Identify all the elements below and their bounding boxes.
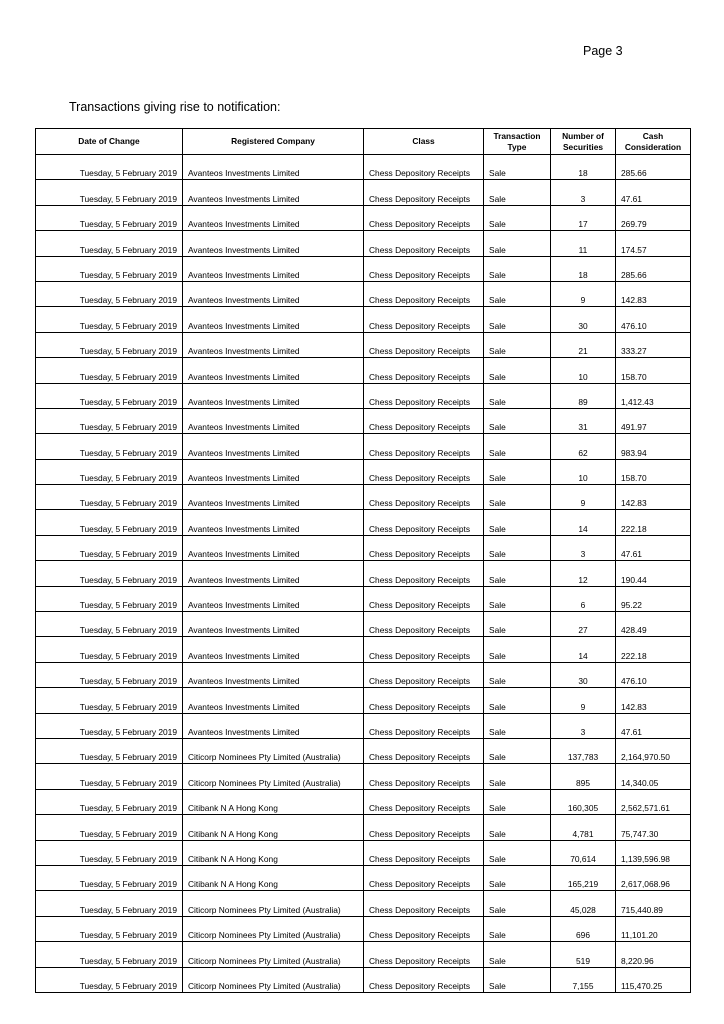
- cell-company: Avanteos Investments Limited: [183, 637, 364, 662]
- cell-number: 30: [551, 662, 616, 687]
- cell-type: Sale: [484, 535, 551, 560]
- cell-type: Sale: [484, 789, 551, 814]
- cell-number: 45,028: [551, 891, 616, 916]
- cell-cash: 47.61: [616, 535, 691, 560]
- cell-company: Avanteos Investments Limited: [183, 535, 364, 560]
- cell-cash: 476.10: [616, 307, 691, 332]
- cell-type: Sale: [484, 408, 551, 433]
- cell-date: Tuesday, 5 February 2019: [36, 383, 183, 408]
- cell-type: Sale: [484, 713, 551, 738]
- cell-number: 21: [551, 332, 616, 357]
- cell-class: Chess Depository Receipts: [364, 713, 484, 738]
- cell-cash: 142.83: [616, 281, 691, 306]
- table-row: [36, 586, 691, 611]
- cell-date: Tuesday, 5 February 2019: [36, 485, 183, 510]
- cell-company: Avanteos Investments Limited: [183, 510, 364, 535]
- cell-cash: 8,220.96: [616, 942, 691, 967]
- table-row: [36, 662, 691, 687]
- cell-number: 12: [551, 561, 616, 586]
- cell-company: Avanteos Investments Limited: [183, 307, 364, 332]
- cell-class: Chess Depository Receipts: [364, 840, 484, 865]
- cell-cash: 269.79: [616, 205, 691, 230]
- cell-class: Chess Depository Receipts: [364, 586, 484, 611]
- table-row: [36, 231, 691, 256]
- cell-class: Chess Depository Receipts: [364, 434, 484, 459]
- cell-cash: 75,747.30: [616, 815, 691, 840]
- table-row: [36, 485, 691, 510]
- cell-company: Avanteos Investments Limited: [183, 612, 364, 637]
- table-row: [36, 916, 691, 941]
- cell-date: Tuesday, 5 February 2019: [36, 561, 183, 586]
- cell-cash: 222.18: [616, 637, 691, 662]
- cell-type: Sale: [484, 840, 551, 865]
- table-row: [36, 383, 691, 408]
- cell-class: Chess Depository Receipts: [364, 256, 484, 281]
- cell-type: Sale: [484, 205, 551, 230]
- cell-date: Tuesday, 5 February 2019: [36, 459, 183, 484]
- cell-company: Avanteos Investments Limited: [183, 205, 364, 230]
- cell-class: Chess Depository Receipts: [364, 408, 484, 433]
- cell-number: 17: [551, 205, 616, 230]
- table-row: [36, 738, 691, 763]
- table-row: [36, 967, 691, 992]
- cell-type: Sale: [484, 459, 551, 484]
- cell-number: 14: [551, 510, 616, 535]
- cell-company: Citicorp Nominees Pty Limited (Australia): [183, 967, 364, 992]
- table-row: [36, 205, 691, 230]
- cell-number: 137,783: [551, 738, 616, 763]
- cell-cash: 174.57: [616, 231, 691, 256]
- cell-number: 14: [551, 637, 616, 662]
- cell-cash: 142.83: [616, 688, 691, 713]
- cell-company: Avanteos Investments Limited: [183, 408, 364, 433]
- cell-company: Avanteos Investments Limited: [183, 281, 364, 306]
- cell-date: Tuesday, 5 February 2019: [36, 510, 183, 535]
- table-row: [36, 612, 691, 637]
- cell-date: Tuesday, 5 February 2019: [36, 586, 183, 611]
- cell-type: Sale: [484, 307, 551, 332]
- cell-number: 18: [551, 256, 616, 281]
- cell-number: 30: [551, 307, 616, 332]
- cell-type: Sale: [484, 510, 551, 535]
- cell-number: 3: [551, 180, 616, 205]
- section-heading: Transactions giving rise to notification:: [69, 100, 281, 114]
- cell-type: Sale: [484, 586, 551, 611]
- cell-number: 18: [551, 155, 616, 180]
- cell-cash: 95.22: [616, 586, 691, 611]
- cell-class: Chess Depository Receipts: [364, 180, 484, 205]
- cell-company: Citibank N A Hong Kong: [183, 789, 364, 814]
- cell-company: Avanteos Investments Limited: [183, 155, 364, 180]
- cell-cash: 715,440.89: [616, 891, 691, 916]
- cell-date: Tuesday, 5 February 2019: [36, 688, 183, 713]
- cell-class: Chess Depository Receipts: [364, 738, 484, 763]
- cell-type: Sale: [484, 815, 551, 840]
- table-row: [36, 815, 691, 840]
- cell-type: Sale: [484, 612, 551, 637]
- col-header-class: Class: [364, 129, 484, 155]
- cell-class: Chess Depository Receipts: [364, 637, 484, 662]
- cell-company: Avanteos Investments Limited: [183, 358, 364, 383]
- cell-number: 10: [551, 358, 616, 383]
- cell-type: Sale: [484, 434, 551, 459]
- cell-class: Chess Depository Receipts: [364, 561, 484, 586]
- table-row: [36, 865, 691, 890]
- cell-date: Tuesday, 5 February 2019: [36, 358, 183, 383]
- cell-company: Citibank N A Hong Kong: [183, 815, 364, 840]
- cell-company: Avanteos Investments Limited: [183, 662, 364, 687]
- cell-type: Sale: [484, 561, 551, 586]
- table-row: [36, 535, 691, 560]
- cell-date: Tuesday, 5 February 2019: [36, 155, 183, 180]
- cell-type: Sale: [484, 891, 551, 916]
- cell-type: Sale: [484, 738, 551, 763]
- table-row: [36, 459, 691, 484]
- cell-type: Sale: [484, 332, 551, 357]
- cell-date: Tuesday, 5 February 2019: [36, 637, 183, 662]
- cell-number: 4,781: [551, 815, 616, 840]
- cell-date: Tuesday, 5 February 2019: [36, 307, 183, 332]
- cell-company: Avanteos Investments Limited: [183, 231, 364, 256]
- cell-cash: 476.10: [616, 662, 691, 687]
- cell-date: Tuesday, 5 February 2019: [36, 408, 183, 433]
- col-header-company: Registered Company: [183, 129, 364, 155]
- table-row: [36, 637, 691, 662]
- cell-date: Tuesday, 5 February 2019: [36, 281, 183, 306]
- cell-class: Chess Depository Receipts: [364, 155, 484, 180]
- cell-cash: 47.61: [616, 180, 691, 205]
- table-row: [36, 180, 691, 205]
- cell-date: Tuesday, 5 February 2019: [36, 865, 183, 890]
- table-row: [36, 942, 691, 967]
- cell-cash: 190.44: [616, 561, 691, 586]
- cell-number: 10: [551, 459, 616, 484]
- table-row: [36, 561, 691, 586]
- table-header-row: [36, 129, 691, 155]
- cell-cash: 285.66: [616, 155, 691, 180]
- cell-type: Sale: [484, 688, 551, 713]
- cell-number: 9: [551, 281, 616, 306]
- cell-date: Tuesday, 5 February 2019: [36, 434, 183, 459]
- cell-company: Avanteos Investments Limited: [183, 180, 364, 205]
- cell-cash: 2,164,970.50: [616, 738, 691, 763]
- cell-type: Sale: [484, 256, 551, 281]
- transactions-table: [35, 128, 691, 993]
- cell-company: Avanteos Investments Limited: [183, 434, 364, 459]
- table-row: [36, 789, 691, 814]
- cell-number: 895: [551, 764, 616, 789]
- cell-date: Tuesday, 5 February 2019: [36, 942, 183, 967]
- table-row: [36, 688, 691, 713]
- cell-cash: 2,617,068.96: [616, 865, 691, 890]
- cell-type: Sale: [484, 916, 551, 941]
- table-row: [36, 408, 691, 433]
- cell-class: Chess Depository Receipts: [364, 764, 484, 789]
- cell-company: Citicorp Nominees Pty Limited (Australia): [183, 891, 364, 916]
- table-row: [36, 256, 691, 281]
- cell-date: Tuesday, 5 February 2019: [36, 612, 183, 637]
- cell-class: Chess Depository Receipts: [364, 205, 484, 230]
- cell-date: Tuesday, 5 February 2019: [36, 205, 183, 230]
- cell-date: Tuesday, 5 February 2019: [36, 231, 183, 256]
- cell-date: Tuesday, 5 February 2019: [36, 916, 183, 941]
- cell-type: Sale: [484, 942, 551, 967]
- cell-date: Tuesday, 5 February 2019: [36, 535, 183, 560]
- cell-class: Chess Depository Receipts: [364, 891, 484, 916]
- table-row: [36, 281, 691, 306]
- page-number: Page 3: [583, 44, 623, 58]
- cell-type: Sale: [484, 637, 551, 662]
- table-row: [36, 891, 691, 916]
- cell-cash: 11,101.20: [616, 916, 691, 941]
- cell-number: 27: [551, 612, 616, 637]
- cell-number: 519: [551, 942, 616, 967]
- cell-date: Tuesday, 5 February 2019: [36, 256, 183, 281]
- cell-number: 696: [551, 916, 616, 941]
- cell-class: Chess Depository Receipts: [364, 231, 484, 256]
- table-row: [36, 764, 691, 789]
- cell-class: Chess Depository Receipts: [364, 789, 484, 814]
- cell-cash: 1,412.43: [616, 383, 691, 408]
- cell-number: 70,614: [551, 840, 616, 865]
- cell-cash: 142.83: [616, 485, 691, 510]
- cell-class: Chess Depository Receipts: [364, 281, 484, 306]
- cell-number: 9: [551, 688, 616, 713]
- cell-company: Avanteos Investments Limited: [183, 688, 364, 713]
- cell-cash: 14,340.05: [616, 764, 691, 789]
- cell-cash: 285.66: [616, 256, 691, 281]
- cell-type: Sale: [484, 865, 551, 890]
- cell-company: Avanteos Investments Limited: [183, 586, 364, 611]
- cell-class: Chess Depository Receipts: [364, 688, 484, 713]
- cell-date: Tuesday, 5 February 2019: [36, 180, 183, 205]
- cell-cash: 2,562,571.61: [616, 789, 691, 814]
- cell-class: Chess Depository Receipts: [364, 865, 484, 890]
- cell-cash: 983.94: [616, 434, 691, 459]
- table-row: [36, 840, 691, 865]
- cell-cash: 47.61: [616, 713, 691, 738]
- cell-type: Sale: [484, 358, 551, 383]
- cell-class: Chess Depository Receipts: [364, 459, 484, 484]
- col-header-cash: Cash Consideration: [616, 129, 691, 155]
- cell-date: Tuesday, 5 February 2019: [36, 332, 183, 357]
- col-header-date: Date of Change: [36, 129, 183, 155]
- cell-number: 6: [551, 586, 616, 611]
- table-row: [36, 713, 691, 738]
- cell-class: Chess Depository Receipts: [364, 485, 484, 510]
- cell-company: Avanteos Investments Limited: [183, 459, 364, 484]
- cell-class: Chess Depository Receipts: [364, 942, 484, 967]
- cell-type: Sale: [484, 662, 551, 687]
- cell-class: Chess Depository Receipts: [364, 383, 484, 408]
- cell-company: Citicorp Nominees Pty Limited (Australia): [183, 738, 364, 763]
- cell-company: Avanteos Investments Limited: [183, 383, 364, 408]
- cell-type: Sale: [484, 281, 551, 306]
- cell-number: 160,305: [551, 789, 616, 814]
- cell-class: Chess Depository Receipts: [364, 662, 484, 687]
- cell-company: Avanteos Investments Limited: [183, 561, 364, 586]
- cell-number: 3: [551, 535, 616, 560]
- cell-cash: 222.18: [616, 510, 691, 535]
- cell-date: Tuesday, 5 February 2019: [36, 789, 183, 814]
- cell-company: Citicorp Nominees Pty Limited (Australia): [183, 764, 364, 789]
- cell-number: 11: [551, 231, 616, 256]
- cell-number: 165,219: [551, 865, 616, 890]
- cell-class: Chess Depository Receipts: [364, 510, 484, 535]
- cell-type: Sale: [484, 485, 551, 510]
- cell-class: Chess Depository Receipts: [364, 307, 484, 332]
- col-header-number: Number of Securities: [551, 129, 616, 155]
- cell-type: Sale: [484, 231, 551, 256]
- cell-class: Chess Depository Receipts: [364, 358, 484, 383]
- cell-company: Citicorp Nominees Pty Limited (Australia): [183, 916, 364, 941]
- cell-date: Tuesday, 5 February 2019: [36, 764, 183, 789]
- table-row: [36, 332, 691, 357]
- cell-type: Sale: [484, 383, 551, 408]
- table-row: [36, 307, 691, 332]
- cell-number: 89: [551, 383, 616, 408]
- cell-company: Avanteos Investments Limited: [183, 332, 364, 357]
- cell-cash: 115,470.25: [616, 967, 691, 992]
- cell-class: Chess Depository Receipts: [364, 332, 484, 357]
- cell-company: Avanteos Investments Limited: [183, 713, 364, 738]
- col-header-type: Transaction Type: [484, 129, 551, 155]
- table-row: [36, 434, 691, 459]
- cell-type: Sale: [484, 967, 551, 992]
- cell-cash: 158.70: [616, 459, 691, 484]
- cell-type: Sale: [484, 764, 551, 789]
- cell-number: 9: [551, 485, 616, 510]
- cell-cash: 491.97: [616, 408, 691, 433]
- cell-company: Citicorp Nominees Pty Limited (Australia): [183, 942, 364, 967]
- cell-cash: 1,139,596.98: [616, 840, 691, 865]
- cell-date: Tuesday, 5 February 2019: [36, 815, 183, 840]
- cell-company: Avanteos Investments Limited: [183, 485, 364, 510]
- cell-class: Chess Depository Receipts: [364, 967, 484, 992]
- cell-cash: 158.70: [616, 358, 691, 383]
- cell-cash: 428.49: [616, 612, 691, 637]
- cell-type: Sale: [484, 180, 551, 205]
- cell-number: 31: [551, 408, 616, 433]
- cell-date: Tuesday, 5 February 2019: [36, 967, 183, 992]
- table-row: [36, 510, 691, 535]
- cell-type: Sale: [484, 155, 551, 180]
- cell-date: Tuesday, 5 February 2019: [36, 738, 183, 763]
- cell-class: Chess Depository Receipts: [364, 535, 484, 560]
- cell-number: 3: [551, 713, 616, 738]
- cell-date: Tuesday, 5 February 2019: [36, 662, 183, 687]
- table-row: [36, 358, 691, 383]
- cell-company: Citibank N A Hong Kong: [183, 865, 364, 890]
- cell-date: Tuesday, 5 February 2019: [36, 891, 183, 916]
- cell-date: Tuesday, 5 February 2019: [36, 840, 183, 865]
- table-body: [36, 155, 691, 993]
- cell-class: Chess Depository Receipts: [364, 815, 484, 840]
- cell-cash: 333.27: [616, 332, 691, 357]
- table-row: [36, 155, 691, 180]
- cell-company: Citibank N A Hong Kong: [183, 840, 364, 865]
- cell-class: Chess Depository Receipts: [364, 916, 484, 941]
- cell-number: 7,155: [551, 967, 616, 992]
- cell-number: 62: [551, 434, 616, 459]
- cell-date: Tuesday, 5 February 2019: [36, 713, 183, 738]
- cell-company: Avanteos Investments Limited: [183, 256, 364, 281]
- cell-class: Chess Depository Receipts: [364, 612, 484, 637]
